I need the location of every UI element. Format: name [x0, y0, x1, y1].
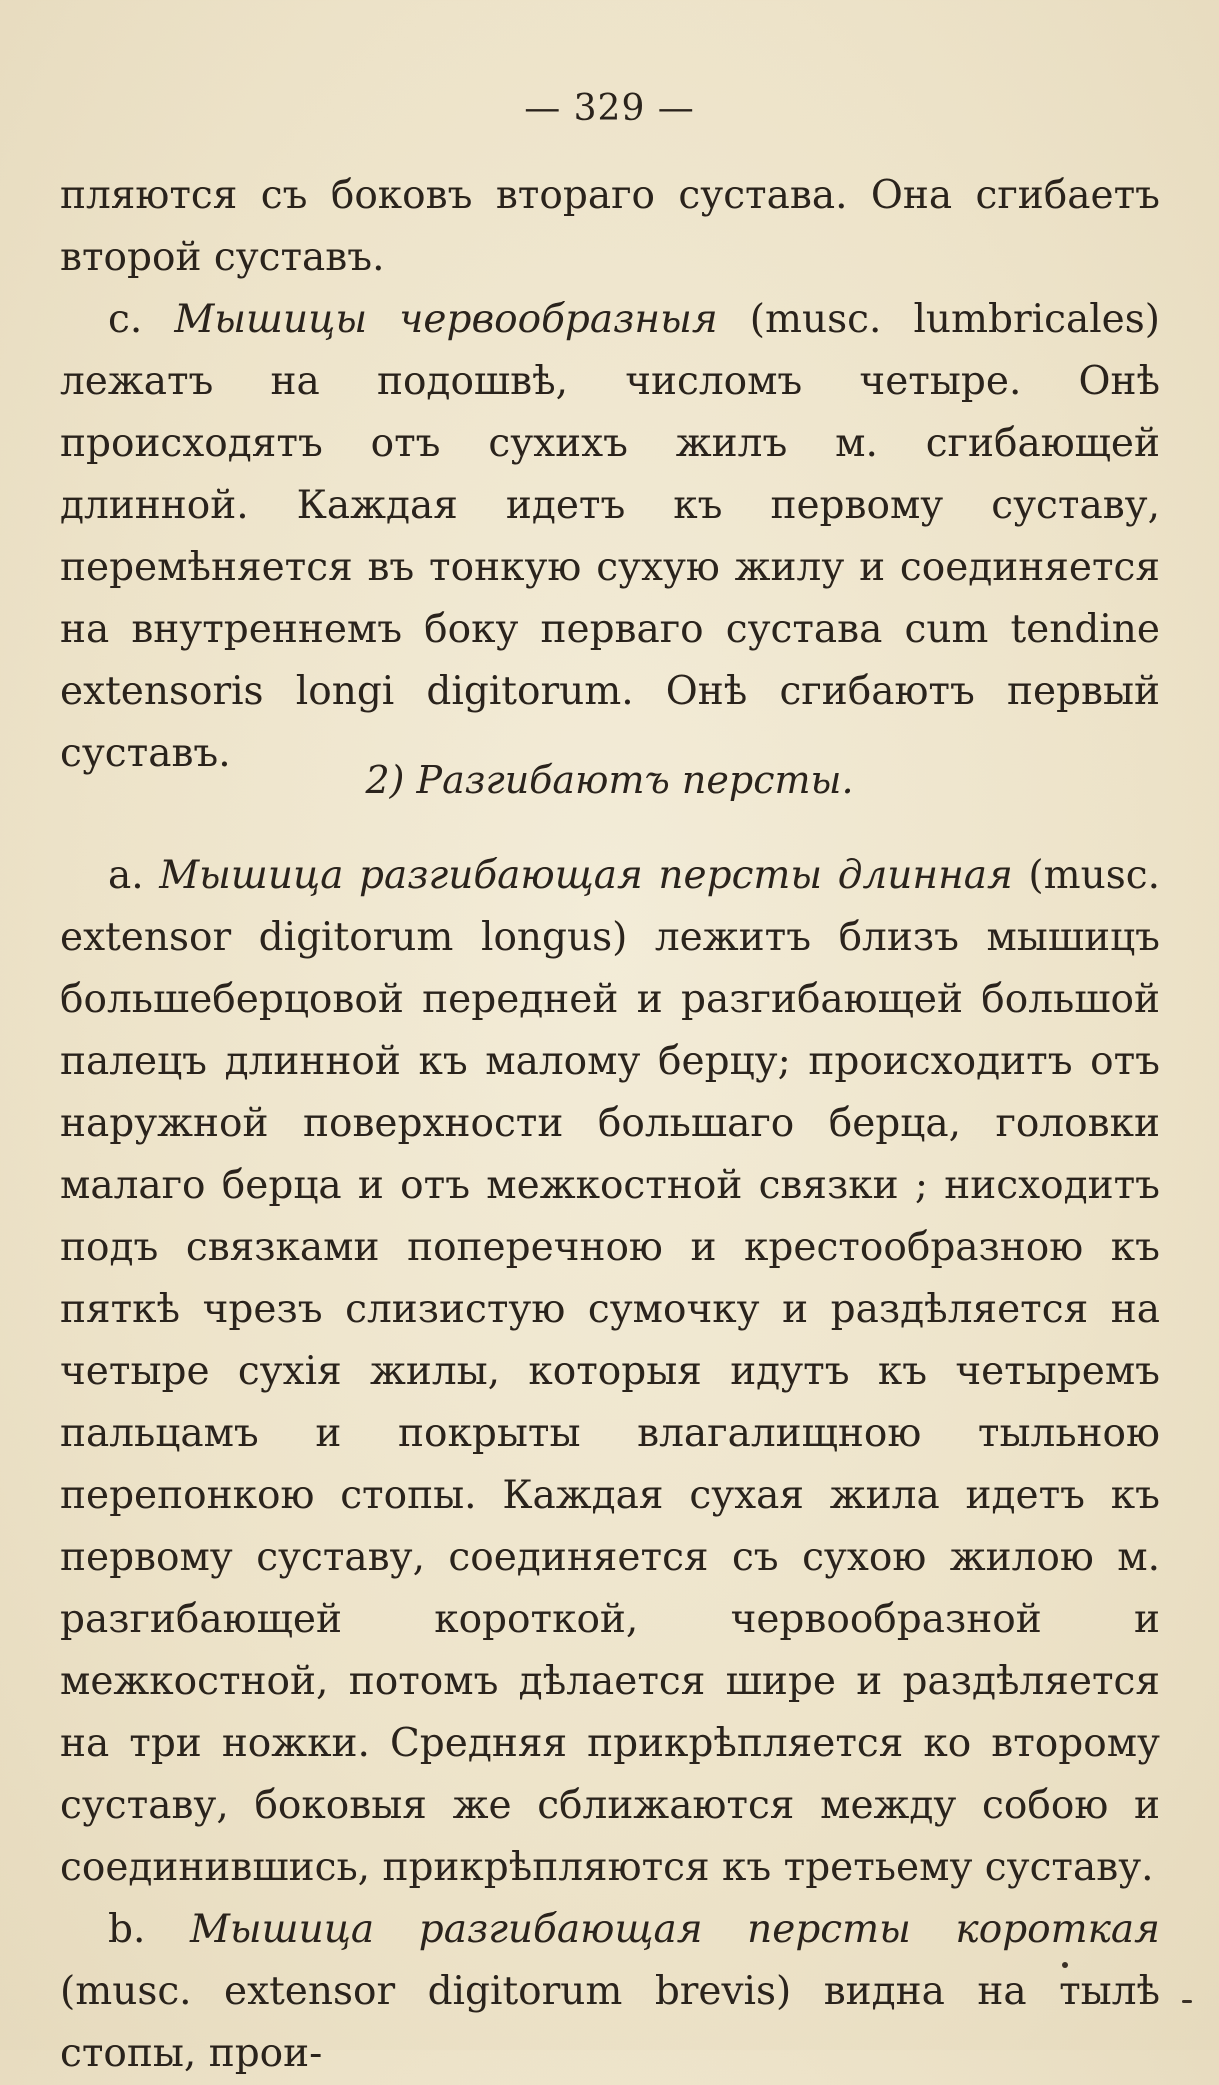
section-title: Разгибаютъ персты. — [416, 758, 854, 802]
section-heading — [0, 758, 1219, 802]
paragraph-c-body: (musc. lumbricales) лежатъ на подошвѣ, числомъ четыре. Онѣ происходятъ отъ сухихъ жилъ м. сгибающей длинной. Каждая идетъ къ первому суставу, перемѣняется въ тонкую сухую жилу и соединяется на внутреннемъ боку перваго сустава cum tendine extensoris longi digitorum. Онѣ сгибаютъ первый суставъ. — [60, 297, 1160, 776]
item-marker-c: c. — [108, 297, 143, 342]
paragraph-b — [60, 1899, 1160, 2085]
paragraph-a — [60, 845, 1160, 1899]
text-block-top — [60, 165, 1160, 785]
text-block-bottom — [60, 845, 1160, 2085]
paragraph-continuation: пляются съ боковъ втораго сустава. Она сгибаетъ второй суставъ. — [60, 173, 1160, 280]
ink-speck — [1182, 2000, 1192, 2003]
page-number: — 329 — — [524, 88, 695, 129]
muscle-title-lumbricales: Мышицы червообразныя — [174, 297, 718, 342]
item-marker-a: a. — [108, 853, 144, 898]
muscle-title-extensor-brevis: Мышица разгибающая персты короткая — [189, 1907, 1160, 1952]
paragraph-c — [60, 289, 1160, 785]
ink-speck — [1062, 1962, 1068, 1968]
section-number: 2) — [365, 758, 405, 802]
muscle-title-extensor-longus: Мышица разгибающая персты длинная — [159, 853, 1013, 898]
paragraph-a-body: (musc. extensor digitorum longus) лежитъ близъ мышицъ большеберцовой передней и разгибающей большой палецъ длинной къ малому берцу; происходитъ отъ наружной поверхности большаго берца, головки малаго берца и отъ межкостной связки ; нисходитъ подъ связками поперечною и крестообразною къ пяткѣ чрезъ слизистую сумочку и раздѣляется на четыре сухія жилы, которыя идутъ къ четыремъ пальцамъ и покрыты влагалищною тыльною перепонкою стопы. Каждая сухая жила идетъ къ первому суставу, соединяется съ сухою жилою м. разгибающей короткой, червообразной и межкостной, потомъ дѣлается шире и раздѣляется на три ножки. Средняя прикрѣпляется ко второму суставу, боковыя же сближаются между собою и соединившись, прикрѣпляются къ третьему суставу. — [60, 853, 1160, 1890]
paragraph-b-body: (musc. extensor digitorum brevis) видна на тылѣ стопы, прои- — [60, 1969, 1160, 2076]
item-marker-b: b. — [108, 1907, 146, 1952]
